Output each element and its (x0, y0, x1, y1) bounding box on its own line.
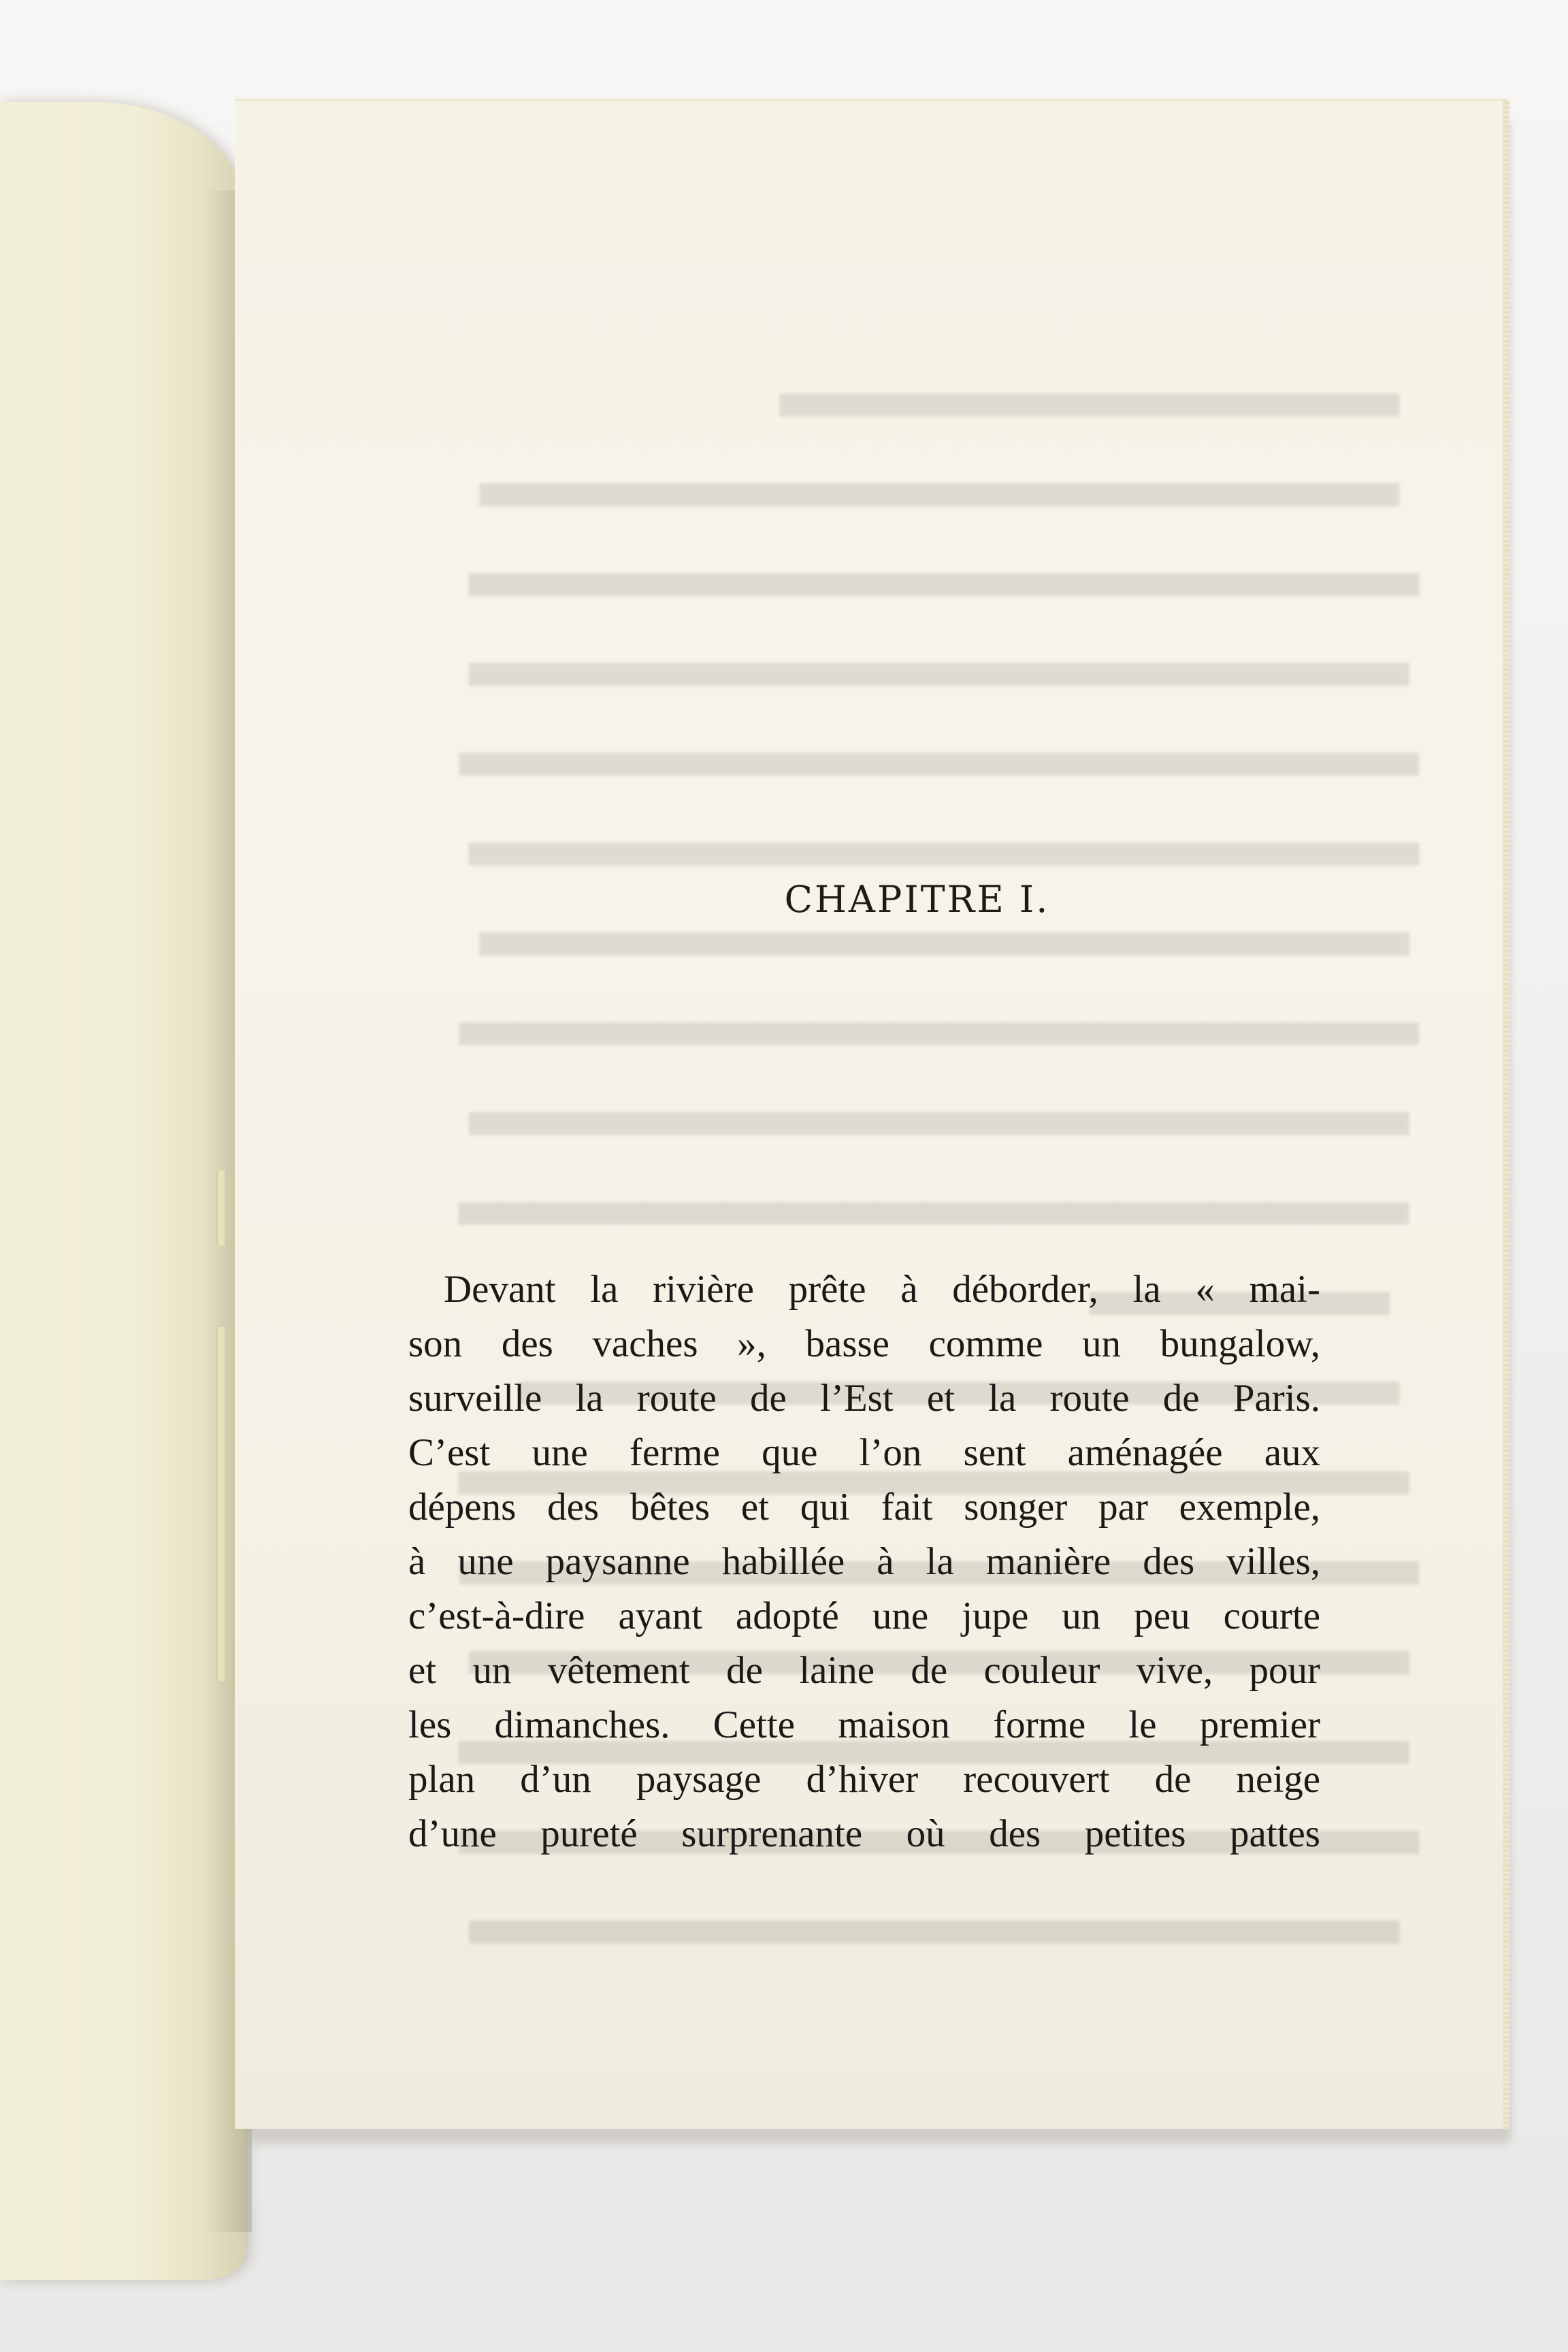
text-line: à une paysanne habillée à la manière des villes, (408, 1540, 1320, 1583)
text-line: les dimanches. Cette maison forme le premier (408, 1703, 1320, 1746)
chapter-heading (235, 878, 1504, 921)
binding-strip (216, 1327, 225, 1681)
text-line: plan d’un paysage d’hiver recouvert de neige (408, 1758, 1320, 1801)
text-line: c’est-à-dire ayant adopté une jupe un peu courte (408, 1595, 1320, 1637)
chapter-title: CHAPITRE I. (784, 878, 1050, 921)
text-line: surveille la route de l’Est et la route de Paris. (408, 1377, 1320, 1420)
page-deckle-edge (1503, 101, 1509, 2129)
text-line: dépens des bêtes et qui fait songer par exemple, (408, 1486, 1320, 1529)
binding-strip-small (216, 1171, 225, 1245)
text-line: et un vêtement de laine de couleur vive, pour (408, 1649, 1320, 1692)
text-line: C’est une ferme que l’on sent aménagée aux (408, 1431, 1320, 1474)
text-line: Devant la rivière prête à déborder, la « mai- (444, 1268, 1320, 1311)
text-line: son des vaches », basse comme un bungalow, (408, 1322, 1320, 1365)
text-line: d’une pureté surprenante où des petites pattes (408, 1812, 1320, 1855)
paragraph (408, 1262, 1320, 1861)
